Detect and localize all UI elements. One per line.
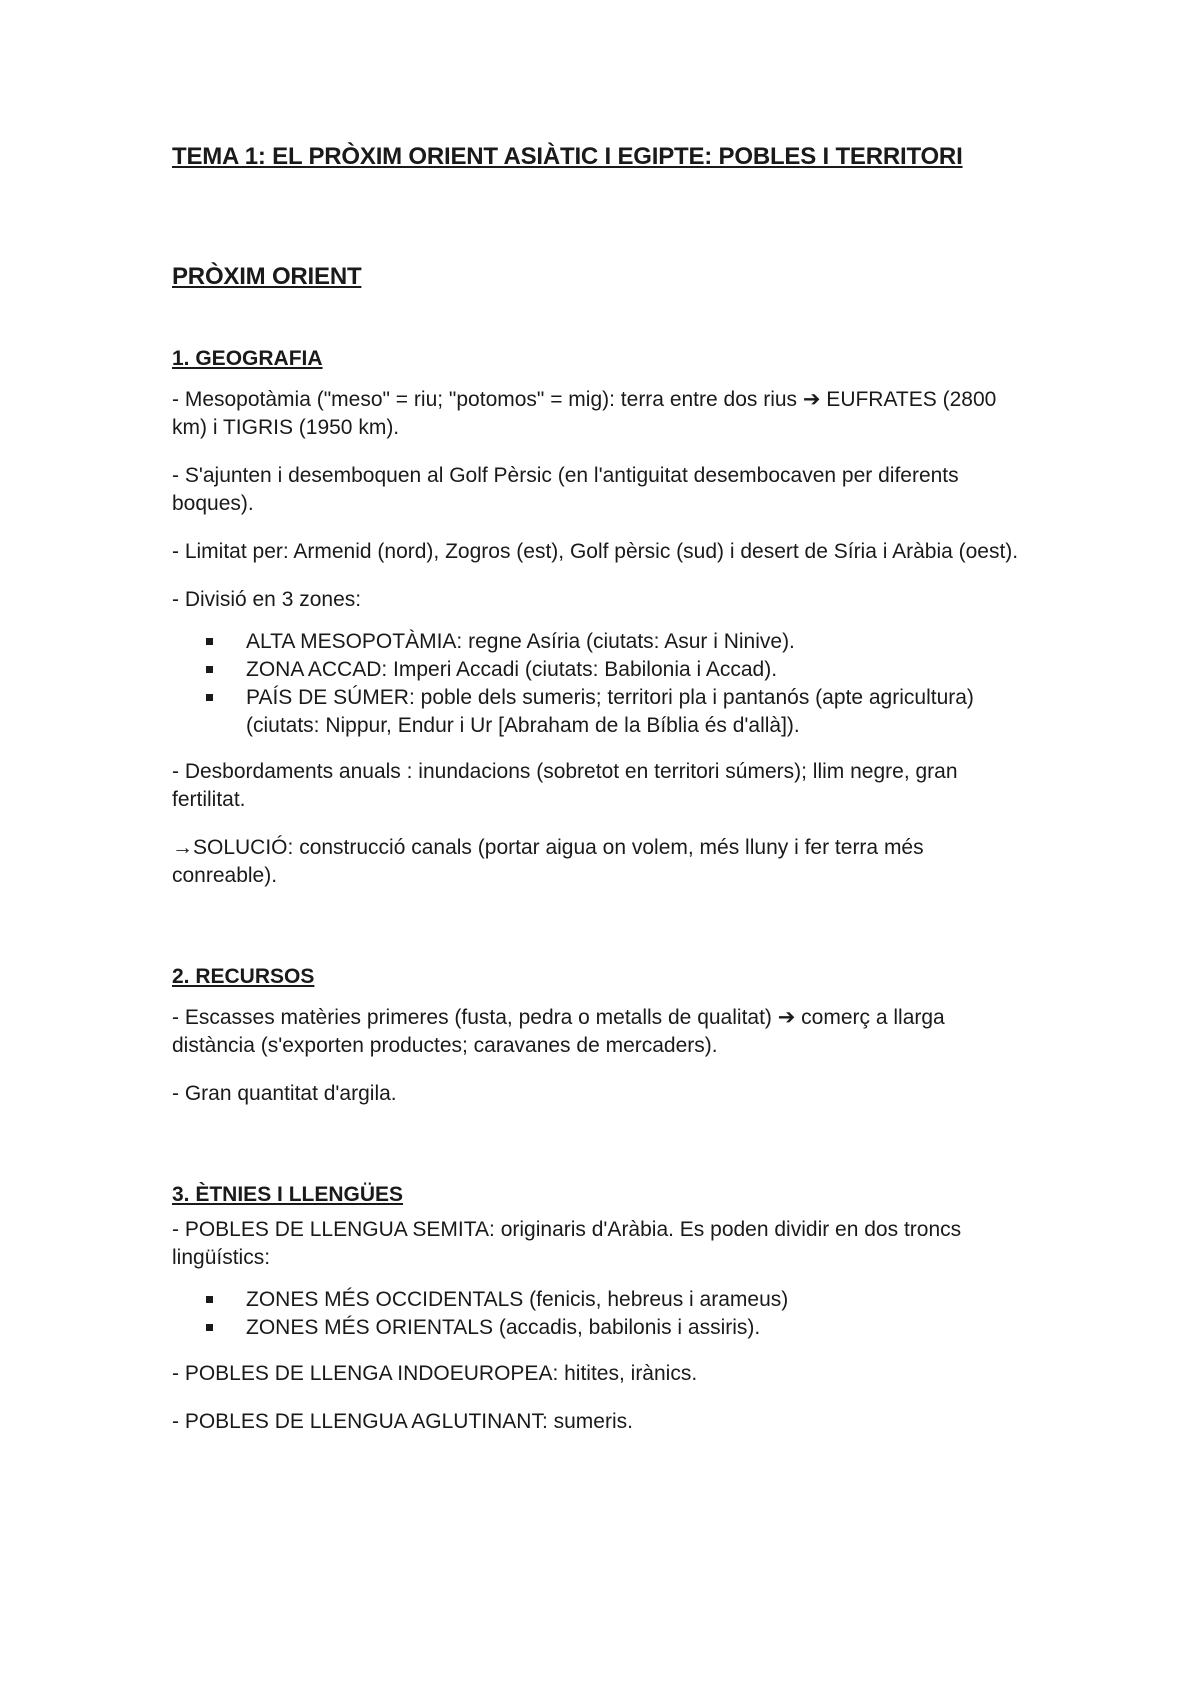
- section-geografia: [172, 344, 1052, 890]
- square-bullet-icon: [206, 638, 213, 645]
- paragraph: - POBLES DE LLENGA INDOEUROPEA: hitites, irànics.: [172, 1362, 698, 1385]
- list-item: [246, 684, 1052, 740]
- document-title: TEMA 1: EL PRÒXIM ORIENT ASIÀTIC I EGIPTE: POBLES I TERRITORI: [172, 143, 963, 170]
- paragraph: - Desbordaments anuals : inundacions (sobretot en territori súmers); llim negre, gran fertilitat.: [172, 760, 958, 811]
- section-heading: 3. ÈTNIES I LLENGÜES: [172, 1183, 404, 1206]
- list-item-text: ALTA MESOPOTÀMIA: regne Asíria (ciutats: Asur i Ninive).: [246, 630, 795, 653]
- square-bullet-icon: [206, 1296, 213, 1303]
- square-bullet-icon: [206, 1324, 213, 1331]
- section-spacer: [172, 1128, 1052, 1180]
- paragraph: →SOLUCIÓ: construcció canals (portar aigua on volem, més lluny i fer terra més conreable).: [172, 836, 924, 887]
- section-heading: 1. GEOGRAFIA: [172, 347, 323, 370]
- section-etnies: [172, 1180, 1052, 1436]
- paragraph: - Limitat per: Armenid (nord), Zogros (est), Golf pèrsic (sud) i desert de Síria i Aràbia (oest).: [172, 540, 1019, 563]
- paragraph: - Gran quantitat d'argila.: [172, 1082, 397, 1105]
- section-recursos: [172, 962, 1052, 1108]
- list-item: [246, 628, 1052, 656]
- paragraph: - S'ajunten i desemboquen al Golf Pèrsic (en l'antiguitat desembocaven per diferents boques).: [172, 464, 959, 515]
- bullet-list: [172, 1286, 1052, 1342]
- list-item-text: ZONES MÉS OCCIDENTALS (fenicis, hebreus i arameus): [246, 1288, 789, 1311]
- list-item-text: ZONES MÉS ORIENTALS (accadis, babilonis i assiris).: [246, 1316, 761, 1339]
- paragraph: - Escasses matèries primeres (fusta, pedra o metalls de qualitat) ➔ comerç a llarga distància (s'exporten productes; caravanes de mercaders).: [172, 1006, 945, 1057]
- square-bullet-icon: [206, 666, 213, 673]
- section-heading: 2. RECURSOS: [172, 965, 315, 988]
- paragraph: - POBLES DE LLENGUA SEMITA: originaris d'Aràbia. Es poden dividir en dos troncs lingüístics:: [172, 1218, 962, 1269]
- list-item-text: ZONA ACCAD: Imperi Accadi (ciutats: Babilonia i Accad).: [246, 658, 778, 681]
- paragraph: - POBLES DE LLENGUA AGLUTINANT: sumeris.: [172, 1410, 633, 1433]
- square-bullet-icon: [206, 694, 213, 701]
- paragraph: - Divisió en 3 zones:: [172, 588, 362, 611]
- list-item: [246, 656, 1052, 684]
- list-item: [246, 1286, 1052, 1314]
- list-item: [246, 1314, 1052, 1342]
- main-heading: PRÒXIM ORIENT: [172, 263, 362, 290]
- section-spacer: [172, 910, 1052, 962]
- list-item-text: PAÍS DE SÚMER: poble dels sumeris; territori pla i pantanós (apte agricultura) (ciutats: Nippur, Endur i Ur [Abraham de la Bíblia és d'allà]).: [246, 686, 974, 737]
- bullet-list: [172, 628, 1052, 740]
- paragraph: - Mesopotàmia ("meso" = riu; "potomos" = mig): terra entre dos rius ➔ EUFRATES (2800 km) i TIGRIS (1950 km).: [172, 388, 997, 439]
- document-page: [172, 140, 1052, 1456]
